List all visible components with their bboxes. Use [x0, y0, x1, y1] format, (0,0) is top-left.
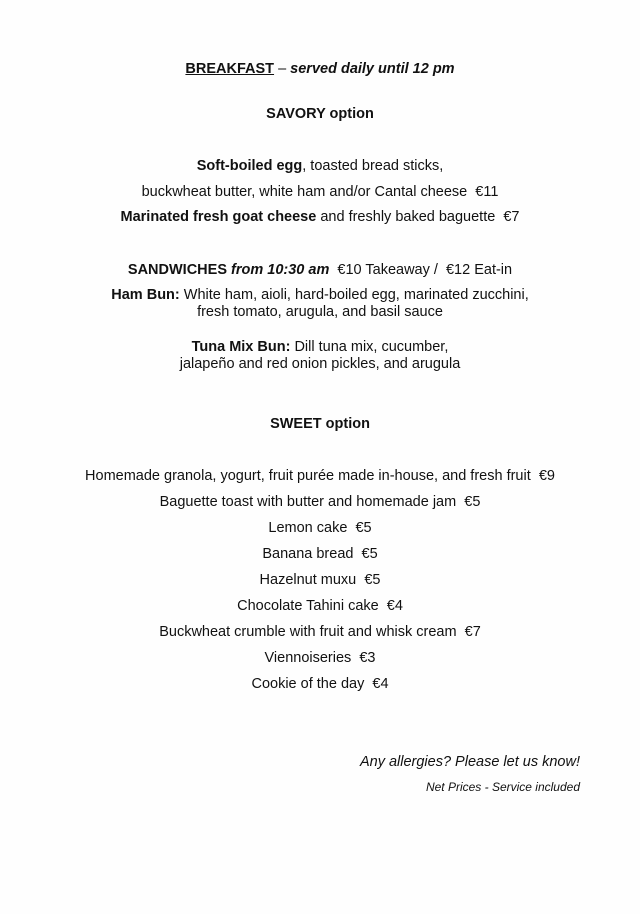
sweet-item: [0, 675, 640, 693]
title-separator: –: [274, 61, 291, 77]
sandwich-item-2-line-2: [0, 355, 640, 373]
item-price: €7: [503, 209, 520, 225]
item-name: Viennoiseries: [264, 650, 352, 666]
item-desc: jalapeño and red onion pickles, and arugula: [179, 356, 461, 372]
savory-item-1-line-2: [0, 183, 640, 201]
breakfast-subtitle: served daily until 12 pm: [290, 61, 455, 77]
sweet-item: [0, 545, 640, 563]
item-desc: Dill tuna mix, cucumber,: [290, 339, 449, 355]
savory-item-2: [0, 208, 640, 226]
breakfast-title: BREAKFAST: [185, 61, 275, 77]
item-name: Tuna Mix Bun:: [191, 339, 291, 355]
item-price: €5: [355, 520, 372, 536]
sweet-heading: SWEET option: [270, 416, 370, 432]
price-eatin: €12 Eat-in: [445, 262, 513, 278]
item-price: €4: [372, 676, 389, 692]
item-name: Cookie of the day: [251, 676, 365, 692]
sweet-item: [0, 649, 640, 667]
item-desc: White ham, aioli, hard-boiled egg, marinated zucchini,: [179, 287, 529, 303]
item-price: €5: [464, 494, 481, 510]
sandwiches-time: from 10:30 am: [231, 262, 330, 278]
item-name: Chocolate Tahini cake: [237, 598, 379, 614]
item-name: Marinated fresh goat cheese: [120, 209, 317, 225]
item-name: Lemon cake: [268, 520, 348, 536]
item-price: €5: [361, 546, 378, 562]
item-name: Hazelnut muxu: [259, 572, 357, 588]
sweet-item: [0, 493, 640, 511]
sandwich-item-1-line-1: [0, 286, 640, 304]
item-price: €3: [359, 650, 376, 666]
sandwich-item-1-line-2: [0, 303, 640, 321]
item-desc: and freshly baked baguette: [316, 209, 496, 225]
item-desc: fresh tomato, arugula, and basil sauce: [197, 304, 443, 320]
item-name: Homemade granola, yogurt, fruit purée made in-house, and fresh fruit: [85, 468, 531, 484]
savory-item-1-line-1: [0, 157, 640, 175]
item-name: Ham Bun:: [111, 287, 180, 303]
sweet-item: [0, 597, 640, 615]
sandwiches-title: SANDWICHES: [127, 262, 227, 278]
sandwich-item-2-line-1: [0, 338, 640, 356]
savory-heading: SAVORY option: [266, 106, 374, 122]
item-desc: buckwheat butter, white ham and/or Cantal cheese: [141, 184, 468, 200]
menu-title: [0, 60, 640, 78]
item-price: €5: [364, 572, 381, 588]
item-name: Soft-boiled egg: [196, 158, 303, 174]
sweet-item: [0, 467, 640, 485]
allergies-note: Any allergies? Please let us know!: [359, 754, 580, 770]
item-desc: , toasted bread sticks,: [302, 158, 444, 174]
item-price: €9: [538, 468, 555, 484]
sweet-item: [0, 519, 640, 537]
prices-note: Net Prices - Service included: [425, 780, 580, 794]
item-name: Baguette toast with butter and homemade jam: [159, 494, 457, 510]
sweet-item: [0, 571, 640, 589]
item-price: €4: [386, 598, 403, 614]
sandwiches-heading: [0, 261, 640, 279]
item-price: €11: [475, 184, 499, 200]
item-name: Banana bread: [262, 546, 354, 562]
item-price: €7: [464, 624, 481, 640]
item-name: Buckwheat crumble with fruit and whisk cream: [159, 624, 457, 640]
sweet-item: [0, 623, 640, 641]
price-takeaway: €10 Takeaway /: [337, 262, 438, 278]
